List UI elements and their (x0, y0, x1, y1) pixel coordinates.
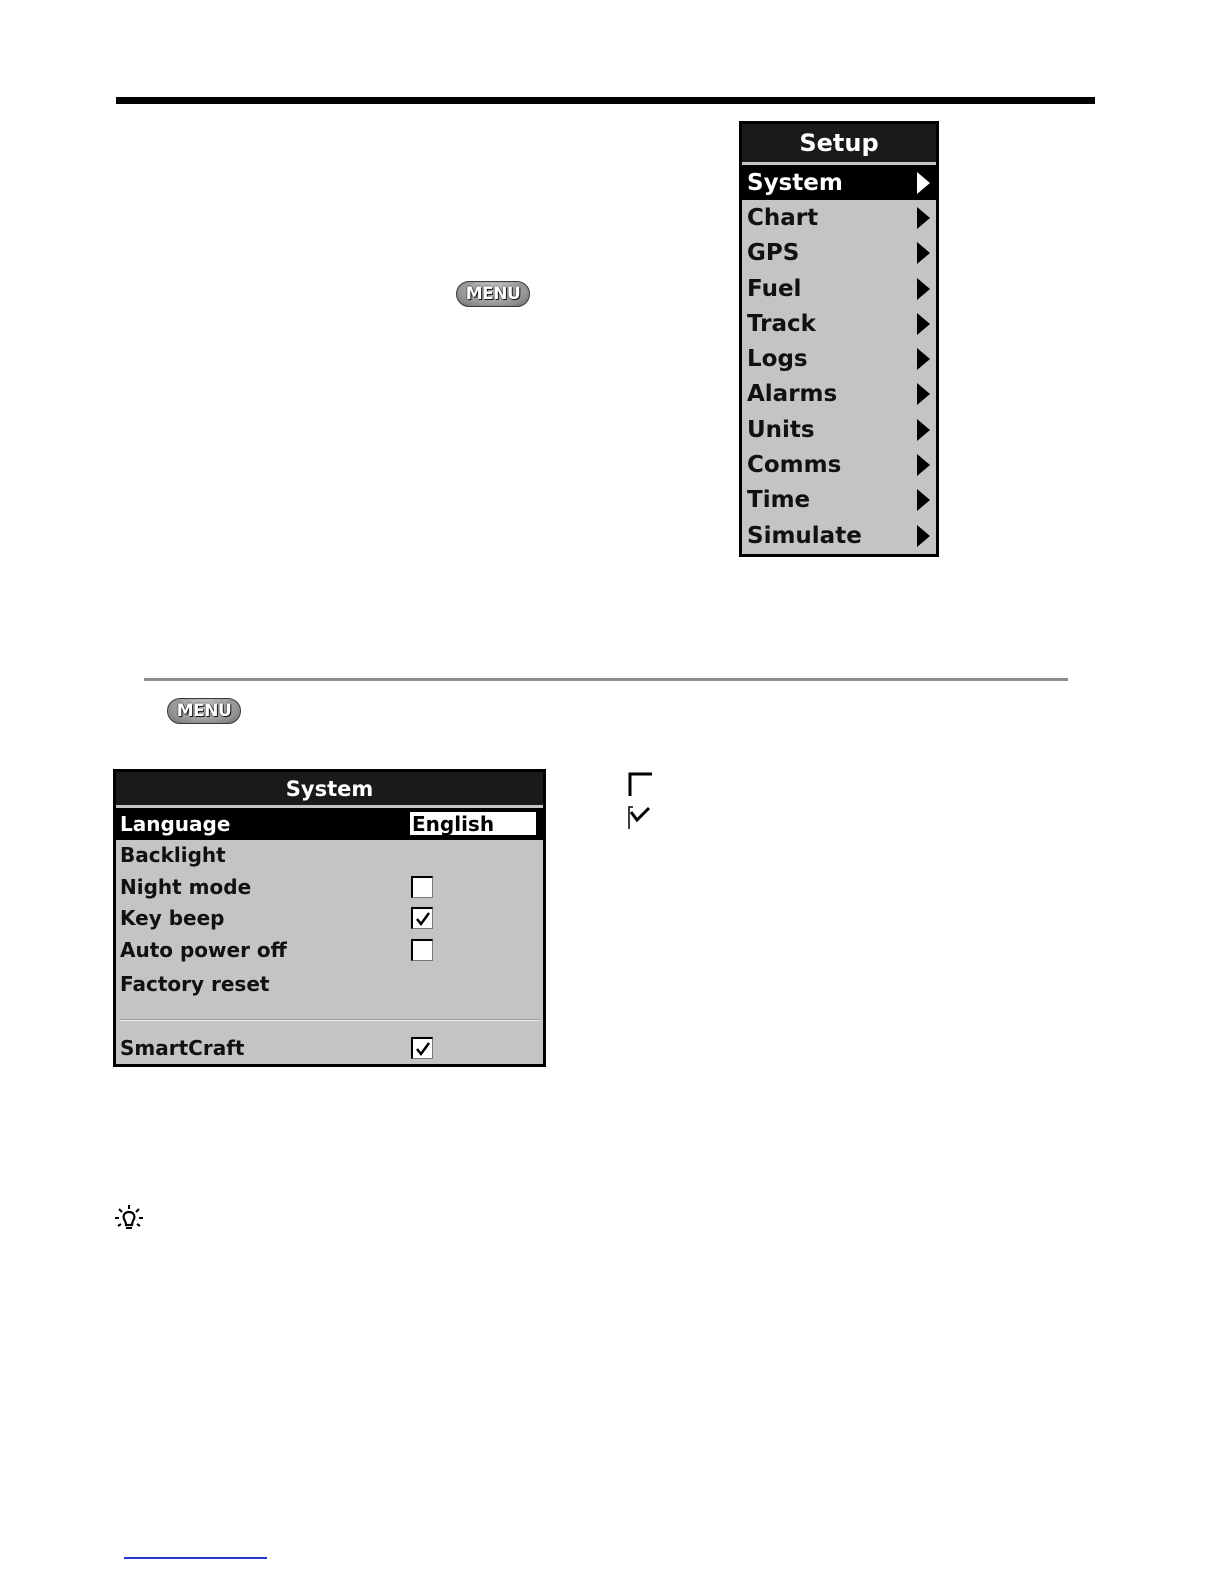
triangle-right-icon (917, 383, 930, 405)
setup-item-fuel[interactable] (742, 271, 936, 306)
system-menu-title: System (116, 772, 543, 808)
system-menu-separator (120, 1019, 539, 1021)
setup-item-units[interactable] (742, 412, 936, 447)
setup-item-simulate[interactable] (742, 518, 936, 553)
setup-item-label: Comms (747, 452, 842, 479)
system-row-label: Auto power off (120, 937, 287, 962)
checkbox-checked-icon (627, 804, 653, 830)
setup-item-track[interactable] (742, 306, 936, 341)
setup-item-label: GPS (747, 240, 800, 267)
top-rule (116, 97, 1095, 104)
system-row-label: Backlight (120, 843, 226, 868)
setup-item-comms[interactable] (742, 447, 936, 482)
system-menu (113, 769, 546, 1067)
system-row-label: SmartCraft (120, 1036, 245, 1061)
key-beep-checkbox[interactable] (411, 907, 433, 929)
setup-item-time[interactable] (742, 483, 936, 518)
triangle-right-icon (917, 489, 930, 511)
triangle-right-icon (917, 207, 930, 229)
system-row-auto-power-off[interactable] (116, 934, 543, 966)
checkmark-icon (415, 1041, 431, 1057)
checkmark-icon (415, 911, 431, 927)
setup-menu-title: Setup (742, 124, 936, 165)
link-underline[interactable] (124, 1557, 267, 1559)
system-row-smartcraft[interactable] (116, 1033, 543, 1065)
setup-item-label: Time (747, 487, 811, 514)
system-row-label: Night mode (120, 874, 252, 899)
menu-key-button[interactable] (456, 281, 530, 307)
setup-item-system[interactable] (742, 165, 936, 200)
smartcraft-checkbox[interactable] (411, 1037, 433, 1059)
system-row-language[interactable] (116, 808, 543, 840)
triangle-right-icon (917, 348, 930, 370)
setup-item-label: Simulate (747, 522, 862, 549)
setup-item-label: Alarms (747, 381, 838, 408)
triangle-right-icon (917, 313, 930, 335)
section-divider (144, 678, 1068, 681)
setup-item-gps[interactable] (742, 236, 936, 271)
language-value-field[interactable]: English (408, 810, 538, 837)
triangle-right-icon (917, 454, 930, 476)
system-row-backlight[interactable] (116, 840, 543, 872)
setup-item-chart[interactable] (742, 200, 936, 235)
triangle-right-icon (917, 419, 930, 441)
triangle-right-icon (917, 278, 930, 300)
menu-key-button[interactable] (167, 698, 241, 724)
system-row-label: Factory reset (120, 971, 270, 996)
lightbulb-icon (114, 1204, 144, 1234)
triangle-right-icon (917, 525, 930, 547)
auto-power-off-checkbox[interactable] (411, 939, 433, 961)
setup-item-label: Units (747, 416, 815, 443)
menu-key-label: MENU (465, 284, 521, 304)
setup-item-label: System (747, 169, 843, 196)
setup-menu (739, 121, 939, 557)
system-row-label: Language (120, 811, 231, 836)
system-row-key-beep[interactable] (116, 903, 543, 935)
triangle-right-icon (917, 242, 930, 264)
setup-item-alarms[interactable] (742, 377, 936, 412)
setup-item-label: Track (747, 310, 816, 337)
menu-key-label: MENU (176, 701, 232, 721)
setup-item-label: Fuel (747, 275, 802, 302)
triangle-right-icon (917, 172, 930, 194)
setup-item-label: Logs (747, 346, 808, 373)
checkbox-unchecked-icon (627, 771, 653, 797)
setup-item-label: Chart (747, 204, 819, 231)
system-row-night-mode[interactable] (116, 871, 543, 903)
system-row-factory-reset[interactable] (116, 966, 543, 1002)
setup-item-logs[interactable] (742, 341, 936, 376)
system-row-label: Key beep (120, 906, 225, 931)
night-mode-checkbox[interactable] (411, 876, 433, 898)
